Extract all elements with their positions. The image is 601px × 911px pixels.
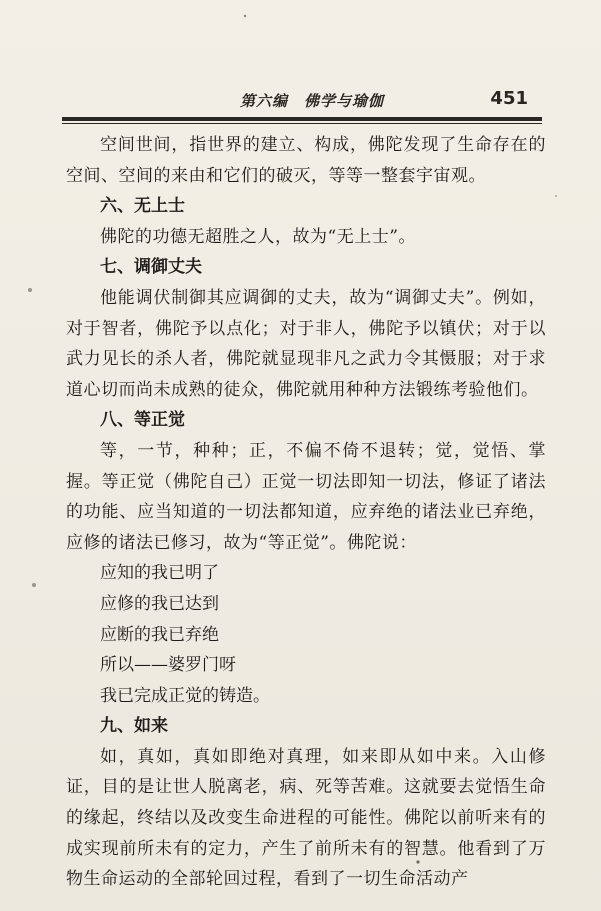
section-heading-7: 七、调御丈夫 xyxy=(100,257,202,278)
section-heading-6: 六、无上士 xyxy=(100,196,185,217)
paragraph-unsurpassed: 佛陀的功德无超胜之人，故为“无上士”。 xyxy=(100,226,416,247)
chapter-title: 第六编 佛学与瑜伽 xyxy=(240,92,385,110)
verse-line-1: 应知的我已明了 xyxy=(100,563,219,584)
paragraph-tamer: 他能调伏制御其应调御的丈夫，故为“调御丈夫”。例如，对于智者，佛陀予以点化；对于非人，佛陀予以镇伏；对于以武力见长的杀人者，佛陀就显现非凡之武力令其慑服；对于求道心切而尚未成熟的徒众，佛陀就用种种方法锻练考验他们。 xyxy=(66,287,546,400)
verse-line-5: 我已完成正觉的铸造。 xyxy=(100,685,270,706)
section-heading-9: 九、如来 xyxy=(100,716,168,737)
verse-line-3: 应断的我已弃绝 xyxy=(100,624,219,645)
section-heading-8: 八、等正觉 xyxy=(100,410,185,431)
page-number: 451 xyxy=(490,88,528,109)
paragraph-space-world: 空间世间，指世界的建立、构成，佛陀发现了生命存在的空间、空间的来由和它们的破灭，等等一整套宇宙观。 xyxy=(66,135,546,186)
verse-line-4: 所以——婆罗门呀 xyxy=(100,655,236,676)
verse-line-2: 应修的我已达到 xyxy=(100,593,219,614)
paragraph-tathagata: 如，真如，真如即绝对真理，如来即从如中来。入山修证，目的是让世人脱离老，病、死等苦难。这就要去觉悟生命的缘起，终结以及改变生命进程的可能性。佛陀以前听来有的成实现前所未有的定力，产生了前所未有的智慧。他看到了万物生命运动的全部轮回过程，看到了一切生命活动产 xyxy=(66,746,546,890)
paragraph-enlightenment: 等，一节，种种；正，不偏不倚不退转；觉，觉悟、掌握。等正觉（佛陀自己）正觉一切法即知一切法，修证了诸法的功能、应当知道的一切法都知道，应弃绝的诸法业已弃绝，应修的诸法已修习，故为“等正觉”。佛陀说： xyxy=(66,440,546,553)
